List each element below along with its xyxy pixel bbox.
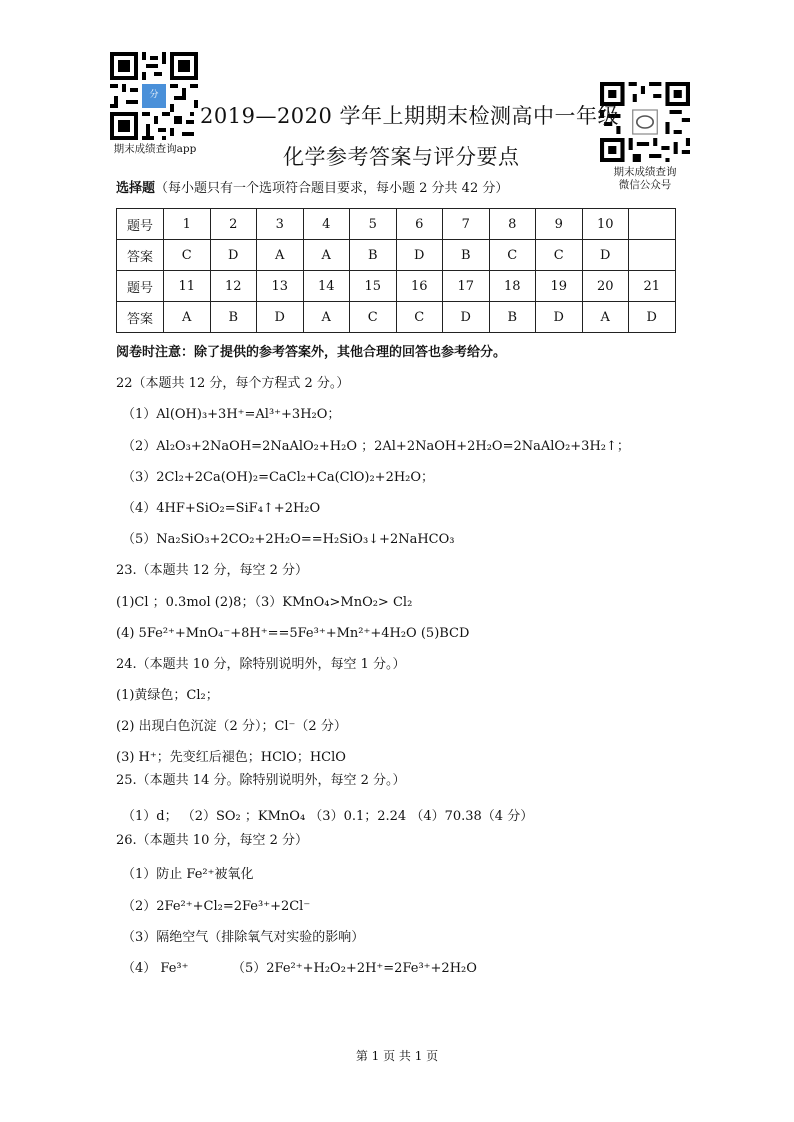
row-label: 答案 bbox=[117, 302, 164, 333]
q26-line-3: （3）隔绝空气（排除氧气对实验的影响） bbox=[122, 930, 365, 945]
table-cell: D bbox=[396, 240, 443, 271]
row-label: 题号 bbox=[117, 209, 164, 240]
q22-head: 22（本题共 12 分，每个方程式 2 分。） bbox=[116, 376, 350, 391]
grading-note: 阅卷时注意：除了提供的参考答案外，其他合理的回答也参考给分。 bbox=[116, 345, 507, 360]
table-cell: 1 bbox=[164, 209, 211, 240]
q25-head: 25.（本题共 14 分。除特别说明外，每空 2 分。） bbox=[116, 773, 406, 788]
q22-line-1: （1）Al(OH)₃+3H⁺=Al³⁺+3H₂O； bbox=[122, 407, 341, 422]
table-cell: D bbox=[582, 240, 629, 271]
table-cell: 12 bbox=[210, 271, 257, 302]
q26-line-2: （2）2Fe²⁺+Cl₂=2Fe³⁺+2Cl⁻ bbox=[122, 899, 311, 914]
table-cell: 19 bbox=[536, 271, 583, 302]
table-cell: B bbox=[350, 240, 397, 271]
table-cell: D bbox=[257, 302, 304, 333]
q24-head: 24.（本题共 10 分，除特别说明外，每空 1 分。） bbox=[116, 657, 406, 672]
choice-label: 选择题 bbox=[116, 181, 156, 196]
document-title: 2019—2020 学年上期期末检测高中一年级 bbox=[200, 104, 620, 128]
choice-heading bbox=[116, 180, 508, 198]
qr-left-caption: 期末成绩查询app bbox=[113, 143, 197, 155]
table-cell: D bbox=[629, 302, 676, 333]
table-cell: C bbox=[536, 240, 583, 271]
table-cell: D bbox=[210, 240, 257, 271]
table-cell: 2 bbox=[210, 209, 257, 240]
table-cell: C bbox=[396, 302, 443, 333]
table-cell: 4 bbox=[303, 209, 350, 240]
q26-line-5: （5）2Fe²⁺+H₂O₂+2H⁺=2Fe³⁺+2H₂O bbox=[232, 961, 477, 976]
table-cell: 13 bbox=[257, 271, 304, 302]
q23-head: 23.（本题共 12 分，每空 2 分） bbox=[116, 563, 309, 578]
table-cell: 10 bbox=[582, 209, 629, 240]
table-cell: A bbox=[164, 302, 211, 333]
table-cell: C bbox=[489, 240, 536, 271]
table-cell: A bbox=[257, 240, 304, 271]
q24-line-1: (1)黄绿色；Cl₂； bbox=[116, 688, 219, 703]
q23-line-1: (1)Cl ；0.3mol (2)8；（3）KMnO₄>MnO₂> Cl₂ bbox=[116, 595, 413, 610]
question-row-1 bbox=[117, 209, 676, 240]
table-cell: B bbox=[210, 302, 257, 333]
qr-badge: 分 bbox=[149, 90, 159, 100]
qr-right-caption-1: 期末成绩查询 bbox=[613, 166, 677, 178]
table-cell: 15 bbox=[350, 271, 397, 302]
table-cell bbox=[629, 240, 676, 271]
document-subtitle: 化学参考答案与评分要点 bbox=[283, 145, 520, 169]
table-cell bbox=[629, 209, 676, 240]
qr-right-caption-2: 微信公众号 bbox=[618, 179, 672, 191]
choice-note: （每小题只有一个选项符合题目要求，每小题 2 分共 42 分） bbox=[155, 181, 509, 196]
q22-line-2: （2）Al₂O₃+2NaOH=2NaAlO₂+H₂O ；2Al+2NaOH+2H₂O=2NaAlO₂+3H₂↑； bbox=[122, 439, 630, 454]
q25-line-1: （1）d； （2）SO₂ ；KMnO₄ （3）0.1；2.24 （4）70.38（4 分） bbox=[122, 809, 534, 824]
q22-line-4: （4）4HF+SiO₂=SiF₄↑+2H₂O bbox=[122, 501, 321, 516]
table-cell: C bbox=[164, 240, 211, 271]
q26-line-4: （4） Fe³⁺ bbox=[122, 961, 189, 976]
table-cell: 20 bbox=[582, 271, 629, 302]
table-cell: 8 bbox=[489, 209, 536, 240]
table-cell: A bbox=[303, 240, 350, 271]
q24-line-2: (2) 出现白色沉淀（2 分）；Cl⁻（2 分） bbox=[116, 719, 347, 734]
q26-line-1: （1）防止 Fe²⁺被氧化 bbox=[122, 867, 254, 882]
row-label: 答案 bbox=[117, 240, 164, 271]
table-cell: 14 bbox=[303, 271, 350, 302]
page-footer: 第 1 页 共 1 页 bbox=[355, 1049, 439, 1063]
table-cell: 3 bbox=[257, 209, 304, 240]
q22-line-5: （5）Na₂SiO₃+2CO₂+2H₂O==H₂SiO₃↓+2NaHCO₃ bbox=[122, 532, 455, 547]
answer-table bbox=[116, 208, 676, 333]
table-cell: 18 bbox=[489, 271, 536, 302]
table-cell: D bbox=[536, 302, 583, 333]
table-cell: 9 bbox=[536, 209, 583, 240]
q24-line-3: (3) H⁺；先变红后褪色；HClO；HClO bbox=[116, 750, 346, 765]
table-cell: A bbox=[582, 302, 629, 333]
table-cell: 17 bbox=[443, 271, 490, 302]
table-cell: C bbox=[350, 302, 397, 333]
answer-row-2 bbox=[117, 302, 676, 333]
table-cell: B bbox=[443, 240, 490, 271]
row-label: 题号 bbox=[117, 271, 164, 302]
table-cell: D bbox=[443, 302, 490, 333]
table-cell: 21 bbox=[629, 271, 676, 302]
table-cell: B bbox=[489, 302, 536, 333]
answer-row-1 bbox=[117, 240, 676, 271]
qr-code-app bbox=[110, 52, 198, 140]
table-cell: 16 bbox=[396, 271, 443, 302]
question-row-2 bbox=[117, 271, 676, 302]
q26-head: 26.（本题共 10 分，每空 2 分） bbox=[116, 833, 309, 848]
q23-line-2: (4) 5Fe²⁺+MnO₄⁻+8H⁺==5Fe³⁺+Mn²⁺+4H₂O (5)BCD bbox=[116, 626, 470, 641]
table-cell: A bbox=[303, 302, 350, 333]
table-cell: 11 bbox=[164, 271, 211, 302]
q22-line-3: （3）2Cl₂+2Ca(OH)₂=CaCl₂+Ca(ClO)₂+2H₂O； bbox=[122, 470, 435, 485]
table-cell: 6 bbox=[396, 209, 443, 240]
table-cell: 7 bbox=[443, 209, 490, 240]
table-cell: 5 bbox=[350, 209, 397, 240]
